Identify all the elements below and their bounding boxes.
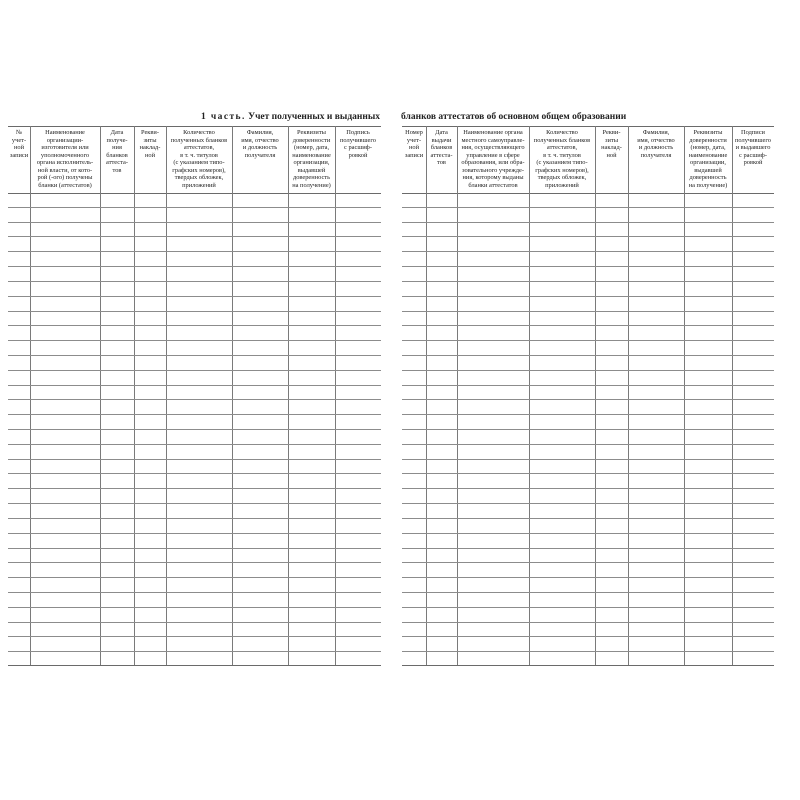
table-bottom-line	[8, 665, 381, 666]
table-row[interactable]	[402, 562, 774, 563]
ledger-left-page	[8, 126, 381, 666]
table-row[interactable]	[402, 577, 774, 578]
table-row[interactable]	[8, 488, 381, 489]
table-row[interactable]	[402, 488, 774, 489]
table-row[interactable]	[402, 533, 774, 534]
table-row[interactable]	[8, 518, 381, 519]
table-row[interactable]	[402, 607, 774, 608]
table-row[interactable]	[402, 414, 774, 415]
column-header: Рекви- зиты наклад- ной	[601, 129, 622, 159]
table-header	[8, 126, 381, 194]
table-row[interactable]	[8, 548, 381, 549]
table-row[interactable]	[402, 207, 774, 208]
table-row[interactable]	[402, 370, 774, 371]
table-row[interactable]	[402, 518, 774, 519]
table-row[interactable]	[402, 222, 774, 223]
table-row[interactable]	[8, 607, 381, 608]
table-row[interactable]	[8, 222, 381, 223]
table-row[interactable]	[8, 622, 381, 623]
column-header: Фамилия, имя, отчество и должность получателя	[241, 129, 279, 159]
table-row[interactable]	[402, 503, 774, 504]
table-row[interactable]	[402, 429, 774, 430]
table-row[interactable]	[8, 533, 381, 534]
table-row[interactable]	[8, 385, 381, 386]
table-row[interactable]	[8, 636, 381, 637]
column-header: Фамилия, имя, отчество и должность получателя	[637, 129, 675, 159]
table-row[interactable]	[8, 251, 381, 252]
table-row[interactable]	[402, 266, 774, 267]
table-row[interactable]	[8, 444, 381, 445]
table-row[interactable]	[8, 236, 381, 237]
title-right	[401, 112, 626, 122]
table-row[interactable]	[402, 592, 774, 593]
column-header: Подписи получившего и выдавшего с расшиф- ровкой	[735, 129, 771, 167]
table-row[interactable]	[402, 236, 774, 237]
table-row[interactable]	[8, 325, 381, 326]
column-header: Наименование органа местного самоуправле- ния, осуществляющего управление в сфере образования, или обра- зовательного учрежде- ния, которому выданы бланки аттестатов	[461, 129, 525, 189]
table-row[interactable]	[8, 459, 381, 460]
table-row[interactable]	[8, 503, 381, 504]
table-row[interactable]	[8, 562, 381, 563]
table-row[interactable]	[8, 281, 381, 282]
column-header: Дата получе- ния бланков аттеста- тов	[106, 129, 128, 174]
title-right-text: бланков аттестатов об основном общем образовании	[401, 112, 627, 122]
column-header: Реквизиты доверенности (номер, дата, наименование организации, выдавшей доверенность на получение)	[688, 129, 728, 189]
table-row[interactable]	[402, 622, 774, 623]
column-header: Наименование организации- изготовителя или уполномоченного органа исполнитель- ной власти, от кото- рой (-ого) получены бланки (аттестатов)	[36, 129, 94, 189]
table-row[interactable]	[402, 459, 774, 460]
column-header: Количество полученных бланков аттестатов, в т. ч. титулов (с указанием типо- графских номеров), твердых обложек, приложений	[170, 129, 228, 189]
column-header: Рекви- зиты наклад- ной	[139, 129, 161, 159]
table-row[interactable]	[402, 251, 774, 252]
title-part-label: 1 часть.	[201, 112, 246, 122]
table-row[interactable]	[402, 548, 774, 549]
table-row[interactable]	[8, 429, 381, 430]
table-row[interactable]	[402, 444, 774, 445]
table-row[interactable]	[402, 473, 774, 474]
table-row[interactable]	[8, 651, 381, 652]
column-header: Дата выдачи бланков аттеста- тов	[430, 129, 453, 167]
column-header: Количество полученных бланков аттестатов, в т. ч. титулов (с указанием типо- графских номеров), твердых обложек, приложений	[533, 129, 591, 189]
table-row[interactable]	[8, 414, 381, 415]
table-row[interactable]	[402, 385, 774, 386]
table-row[interactable]	[8, 207, 381, 208]
table-row[interactable]	[8, 340, 381, 341]
table-row[interactable]	[8, 577, 381, 578]
column-header: Реквизиты доверенности (номер, дата, наименование организации, выдавшей доверенность на получение)	[292, 129, 331, 189]
ledger-right-page	[402, 126, 774, 666]
table-row[interactable]	[402, 355, 774, 356]
table-row[interactable]	[8, 370, 381, 371]
table-row[interactable]	[8, 266, 381, 267]
table-row[interactable]	[402, 311, 774, 312]
table-row[interactable]	[402, 296, 774, 297]
table-row[interactable]	[8, 355, 381, 356]
table-row[interactable]	[8, 592, 381, 593]
table-row[interactable]	[8, 399, 381, 400]
table-row[interactable]	[402, 651, 774, 652]
table-row[interactable]	[402, 340, 774, 341]
table-bottom-line	[402, 665, 774, 666]
table-row[interactable]	[402, 281, 774, 282]
table-row[interactable]	[402, 399, 774, 400]
table-row[interactable]	[402, 636, 774, 637]
table-row[interactable]	[8, 473, 381, 474]
title-left	[201, 112, 380, 122]
table-row[interactable]	[8, 311, 381, 312]
column-header: Номер учет- ной записи	[404, 129, 424, 159]
column-header: Подпись получившего с расшиф- ровкой	[340, 129, 376, 159]
title-left-text: Учет полученных и выданных	[248, 112, 380, 122]
table-row[interactable]	[402, 325, 774, 326]
column-header: № учет- ной записи	[9, 129, 29, 159]
table-row[interactable]	[8, 296, 381, 297]
